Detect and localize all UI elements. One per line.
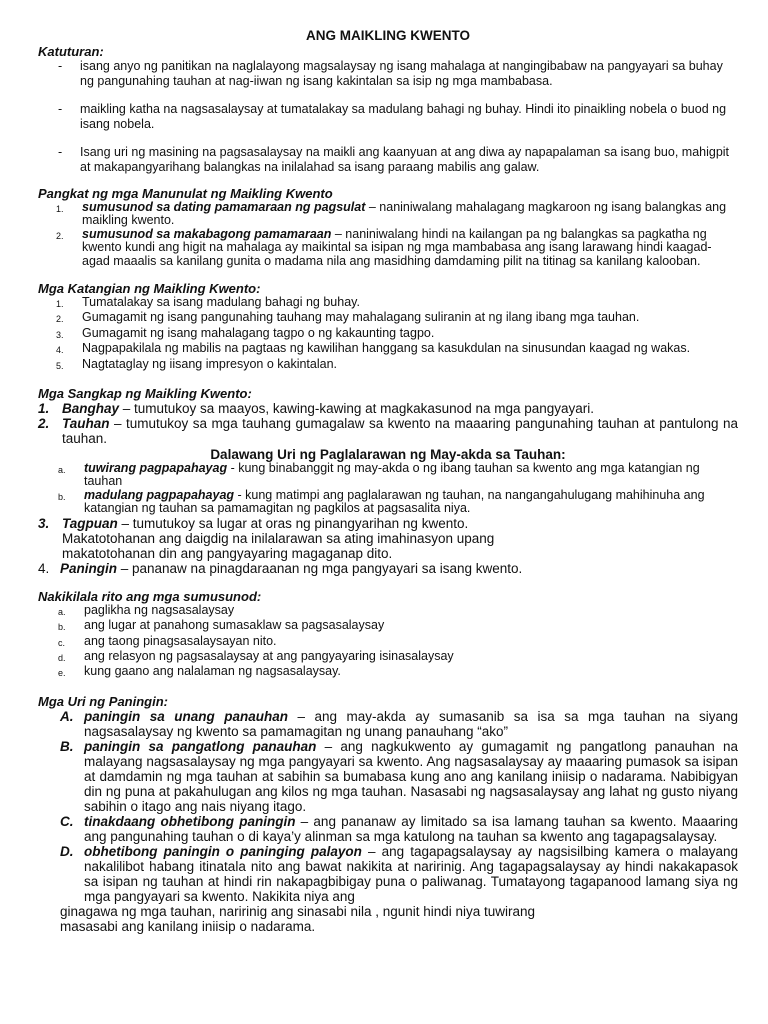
tagpuan-cont: makatotohanan din ang pangyayaring magaganap dito. — [62, 545, 393, 561]
list-item: 4. Nagpapakilala ng mabilis na pagtaas ng kawilihan hanggang sa kasukdulan na sinusundan kaagad ng wakas. — [56, 341, 691, 356]
list-item: 1. Tumatalakay sa isang madulang bahagi ng buhay. — [56, 295, 360, 310]
list-item: c. ang taong pinagsasalaysayan nito. — [58, 633, 277, 648]
paningin-tail: ginagawa ng mga tauhan, naririnig ang sinasabi nila , ngunit hindi niya tuwirang — [60, 903, 536, 919]
katuturan-item: - Isang uri ng masining na pagsasalaysay na maikli ang kaanyuan at ang diwa ay napapalaman sa isang buo, mahigpit at makapangyarihang balangkas na inilalahad sa isang paraang mabilis ang galaw. — [58, 145, 730, 174]
list-item: b. madulang pagpapahayag - kung matimpi ang paglalarawan ng tauhan, na nangangahulugang mahihinuha ang katangian ng tauhan sa pamamagitan ng pagkilos at pagsasalita niya. — [58, 487, 705, 516]
nakikilala-section — [38, 589, 738, 681]
list-item: 2. Gumagamit ng isang pangunahing tauhang may mahalagang suliranin at ng ilang ibang mga tauhan. — [56, 310, 640, 325]
uri-paningin-section — [38, 694, 738, 934]
tagpuan-cont: Makatotohanan ang daigdig na inilalarawan sa ating imahinasyon upang — [62, 530, 495, 546]
katangian-heading: Mga Katangian ng Maikling Kwento: — [38, 281, 261, 297]
list-item: 3. Gumagamit ng isang mahalagang tagpo o ng kakaunting tagpo. — [56, 325, 435, 340]
nakikilala-heading: Nakikilala rito ang mga sumusunod: — [38, 588, 262, 604]
paningin-item: B. paningin sa pangatlong panauhan – ang nagkukwento ay gumagamit ng pangatlong panauhan na malayang nagsasalaysay ng mga pangyayari sa kwento. Ang nagsasalaysay ay maaaring pumasok sa isipan at damdamin ng mga tauhan at sabihin sa bumabasa kung ano ang kanilang iniisip o nadarama. Nabibigyan din ng puna at pakahulugan ang kilos ng mga tauhan. Nasasabi ng nagsasalaysay ang lahat ng gusto niyang sabihin o itago ang nais niyang itago. — [60, 738, 738, 814]
sangkap-tauhan: 2. Tauhan – tumutukoy sa mga tauhang gumagalaw sa kwento na maaaring pangunahing tauhan at pantulong na tauhan. — [38, 416, 738, 447]
list-item: a. paglikha ng nagsasalaysay — [58, 602, 235, 617]
list-item: 1. sumusunod sa dating pamamaraan ng pagsulat – naniniwalang mahalagang magkaroon ng isang balangkas ang maikling kwento. — [56, 200, 727, 228]
katangian-section — [38, 281, 738, 373]
paningin-item: C. tinakdaang obhetibong paningin – ang pananaw ay limitado sa isa lamang tauhan sa kwento. Maaaring ang pangunahing tauhan o di kaya’y alinman sa mga katulong na tauhan sa kwento ang tagapagsalaysay. — [60, 813, 738, 844]
list-item: a. tuwirang pagpapahayag - kung binabanggit ng may-akda o ng ibang tauhan sa kwento ang mga katangian ng tauhan — [58, 461, 700, 489]
paningin-tail: masasabi ang kanilang iniisip o nadarama. — [60, 918, 316, 934]
pangkat-section — [38, 186, 738, 268]
list-item: e. kung gaano ang nalalaman ng nagsasalaysay. — [58, 664, 341, 679]
list-item: d. ang relasyon ng pagsasalaysay at ang pangyayaring isinasalaysay — [58, 648, 454, 663]
list-item: b. ang lugar at panahong sumasaklaw sa pagsasalaysay — [58, 618, 385, 633]
paglalarawan-heading: Dalawang Uri ng Paglalarawan ng May-akda sa Tauhan: — [210, 447, 566, 463]
sangkap-tagpuan: 3. Tagpuan – tumutukoy sa lugar at oras ng pinangyarihan ng kwento. — [38, 515, 469, 531]
list-item: 5. Nagtataglay ng iisang impresyon o kakintalan. — [56, 356, 338, 371]
list-item: 2. sumusunod sa makabagong pamamaraan – naniniwalang hindi na kailangan pa ng balangkas sa pagkatha ng kwento kundi ang higit na mahalaga ay maikintal sa isipan ng mga mambabasa ang isang larawang hindi kaagad-agad maaalis sa kanilang gunita o madama nila ang masidhing damdaming pilit na titinag sa kanilang kalooban. — [56, 226, 712, 268]
paningin-item: A. paningin sa unang panauhan – ang may-akda ay sumasanib sa isa sa mga tauhan na siyang nagsasalaysay ng kwento sa pamamagitan ng unang panauhang “ako” — [60, 708, 738, 739]
sangkap-paningin: 4. Paningin – pananaw na pinagdaraanan ng mga pangyayari sa isang kwento. — [38, 560, 523, 576]
uri-paningin-heading: Mga Uri ng Paningin: — [38, 693, 168, 709]
sangkap-section — [38, 386, 738, 576]
katuturan-section — [38, 44, 738, 174]
katuturan-item: - isang anyo ng panitikan na naglalayong magsalaysay ng isang mahalaga at nangingibabaw na pangyayari sa buhay ng pangunahing tauhan at nag-iiwan ng isang kakintalan sa isip ng mga mambabasa. — [58, 59, 723, 88]
sangkap-heading: Mga Sangkap ng Maikling Kwento: — [38, 386, 252, 402]
katuturan-item: - maikling katha na nagsasalaysay at tumatalakay sa madulang bahagi ng buhay. Hindi ito pinaikling nobela o buod ng isang nobela. — [58, 102, 727, 131]
pangkat-heading: Pangkat ng mga Manunulat ng Maikling Kwento — [38, 186, 333, 201]
sangkap-banghay: 1. Banghay – tumutukoy sa maayos, kawing-kawing at magkakasunod na mga pangyayari. — [38, 401, 595, 417]
document-title: ANG MAIKLING KWENTO — [306, 28, 470, 43]
paningin-item: D. obhetibong paningin o paninging palayon – ang tagapagsalaysay ay nagsisilbing kamera o malayang nakalilibot habang itinatala nito ang bawat nakikita at naririnig. Ang tagapagsalaysay ay hindi nakakapasok sa isipan ng tauhan at hindi rin nakapagbibigay puna o paliwanag. Tumatayong tagapanood lamang siya ng mga pangyayari sa kwento. Nakikita niya ang — [60, 843, 738, 904]
katuturan-heading: Katuturan: — [38, 44, 104, 59]
